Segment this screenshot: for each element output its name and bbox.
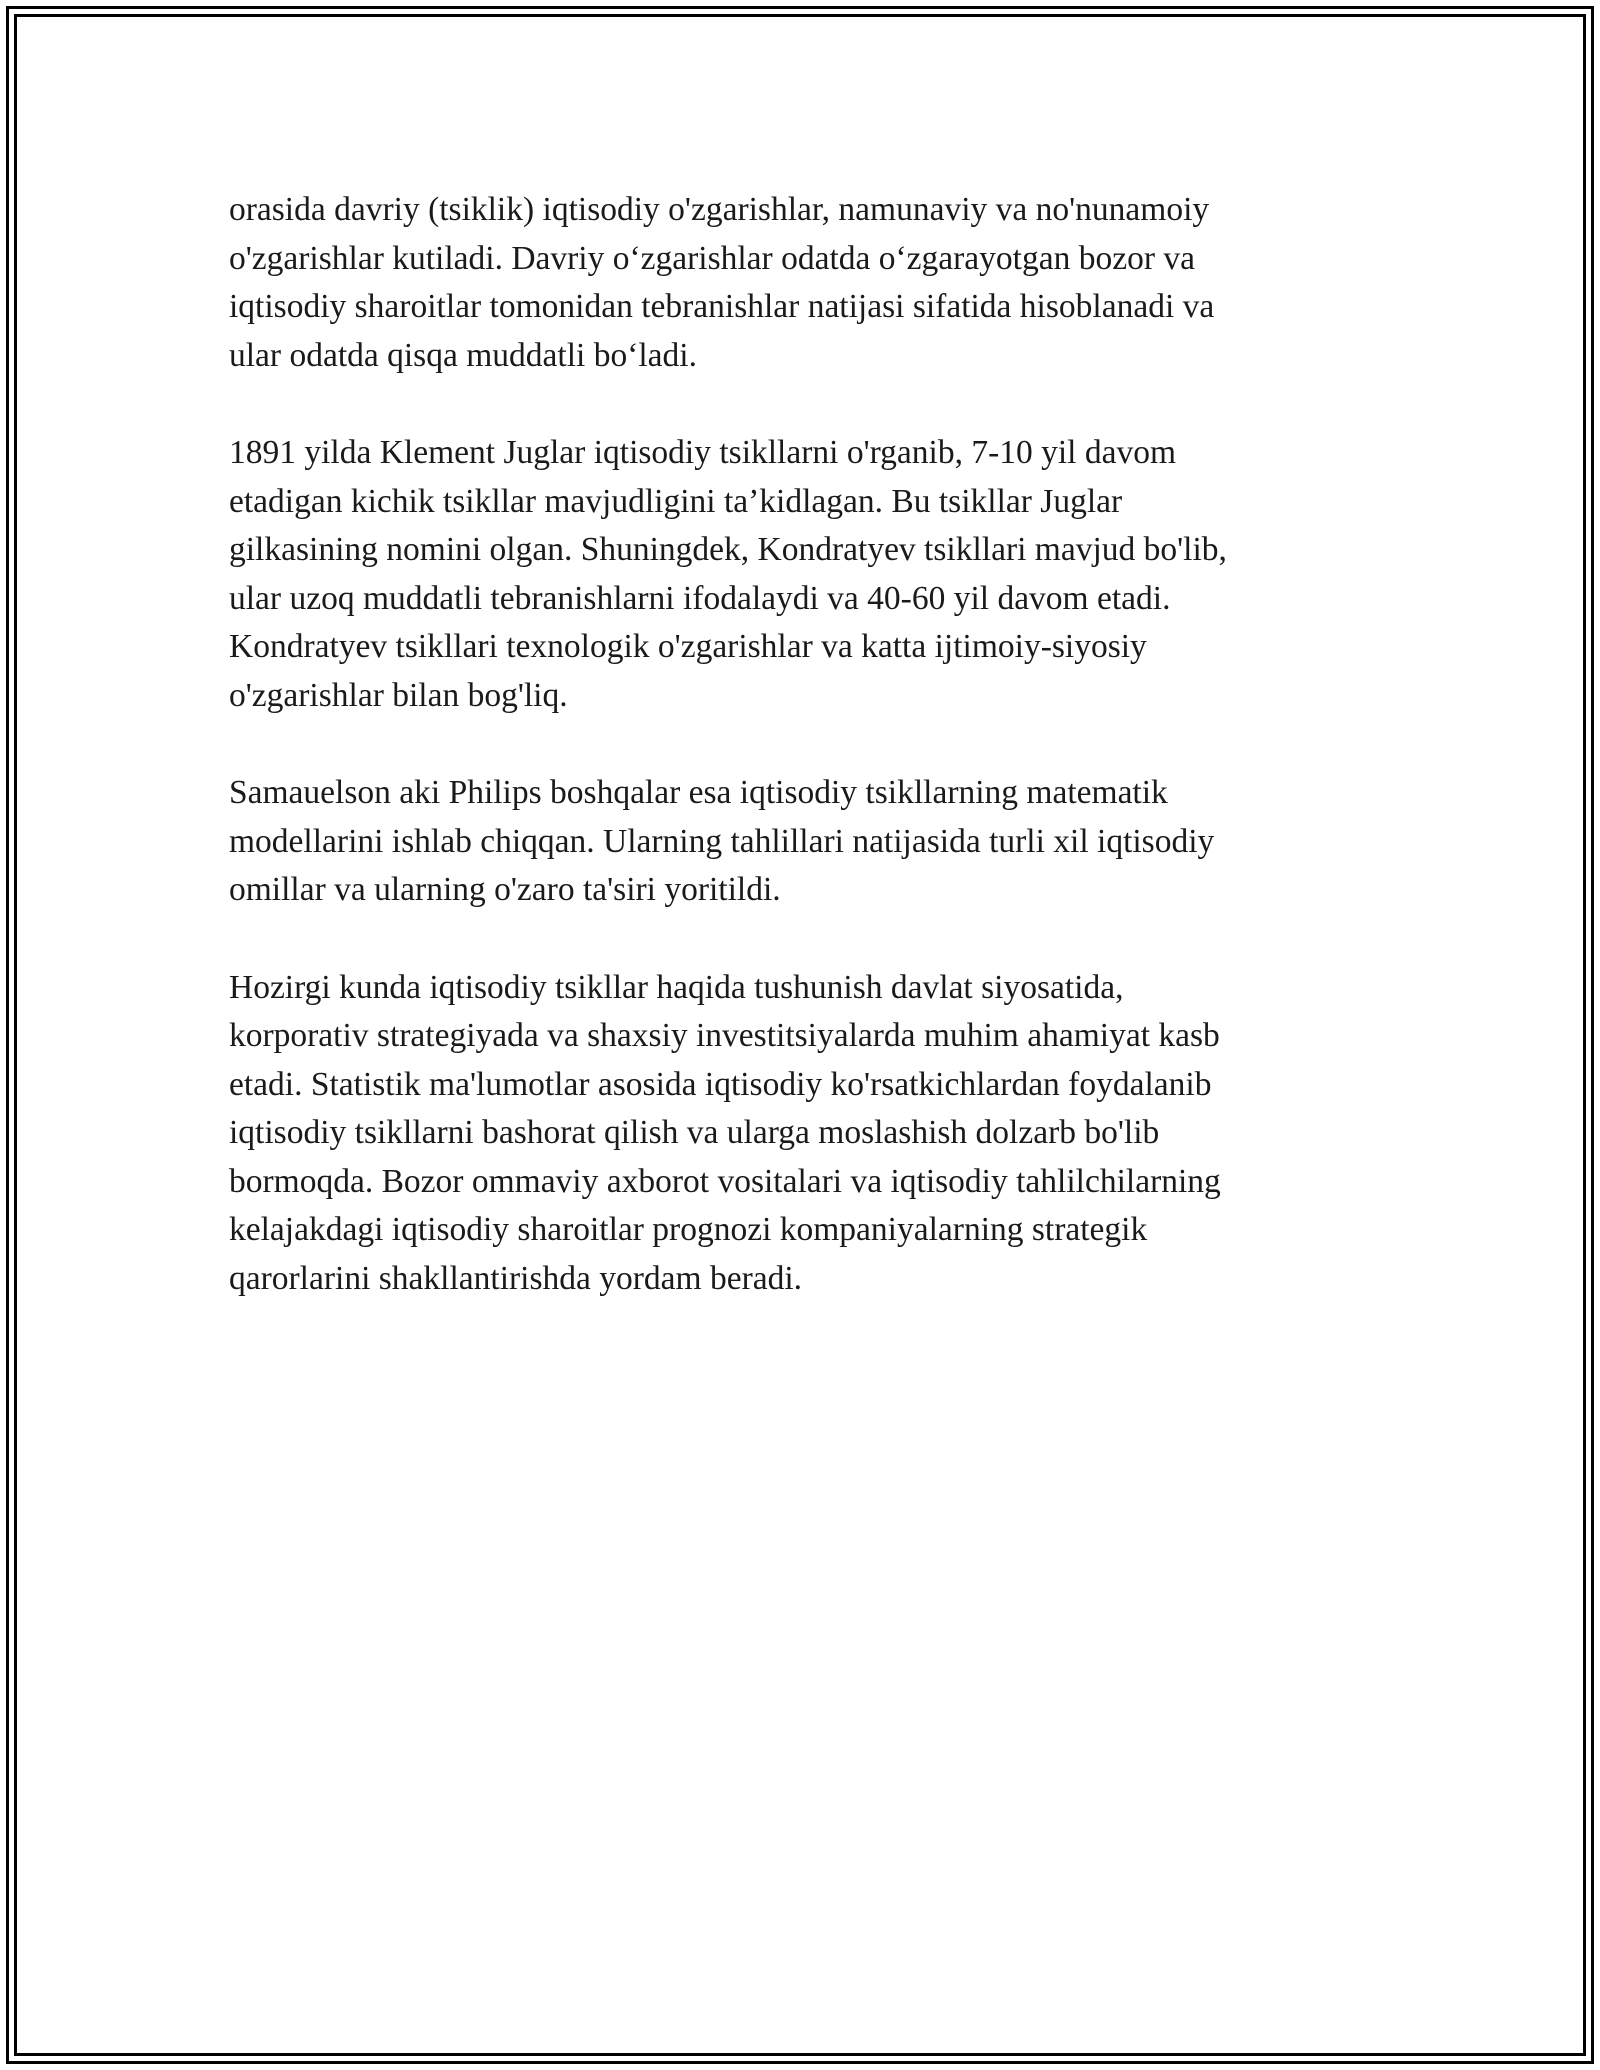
paragraph-juglar-kondratyev: 1891 yilda Klement Juglar iqtisodiy tsikllarni o'rganib, 7-10 yil davom etadigan kichik tsikllar mavjudligini ta’kidlagan. Bu tsikllar Juglar gilkasining nomini olgan. Shuningdek, Kondratyev tsikllari mavjud bo'lib, ular uzoq muddatli tebranishlarni ifodalaydi va 40-60 yil davom etadi. Kondratyev tsikllari texnologik o'zgarishlar va katta ijtimoiy-siyosiy o'zgarishlar bilan bog'liq. <box>229 433 1227 714</box>
paragraph-modern-relevance: Hozirgi kunda iqtisodiy tsikllar haqida tushunish davlat siyosatida, korporativ strategiyada va shaxsiy investitsiyalarda muhim ahamiyat kasb etadi. Statistik ma'lumotlar asosida iqtisodiy ko'rsatkichlardan foydalanib iqtisodiy tsikllarni bashorat qilish va ularga moslashish dolzarb bo'lib bormoqda. Bozor ommaviy axborot vositalari va iqtisodiy tahlilchilarning kelajakdagi iqtisodiy sharoitlar prognozi kompaniyalarning strategik qarorlarini shakllantirishda yordam beradi. <box>229 968 1221 1298</box>
paragraph-mathematical-models: Samauelson aki Philips boshqalar esa iqtisodiy tsikllarning matematik modellarini ishlab chiqqan. Ularning tahlillari natijasida turli xil iqtisodiy omillar va ularning o'zaro ta'siri yoritildi. <box>229 774 1215 909</box>
document-body <box>229 186 1369 1352</box>
paragraph-cyclical-changes: orasida davriy (tsiklik) iqtisodiy o'zgarishlar, namunaviy va no'nunamoiy o'zgarishlar kutiladi. Davriy o‘zgarishlar odatda o‘zgarayotgan bozor va iqtisodiy sharoitlar tomonidan tebranishlar natijasi sifatida hisoblanadi va ular odatda qisqa muddatli bo‘ladi. <box>229 191 1215 374</box>
